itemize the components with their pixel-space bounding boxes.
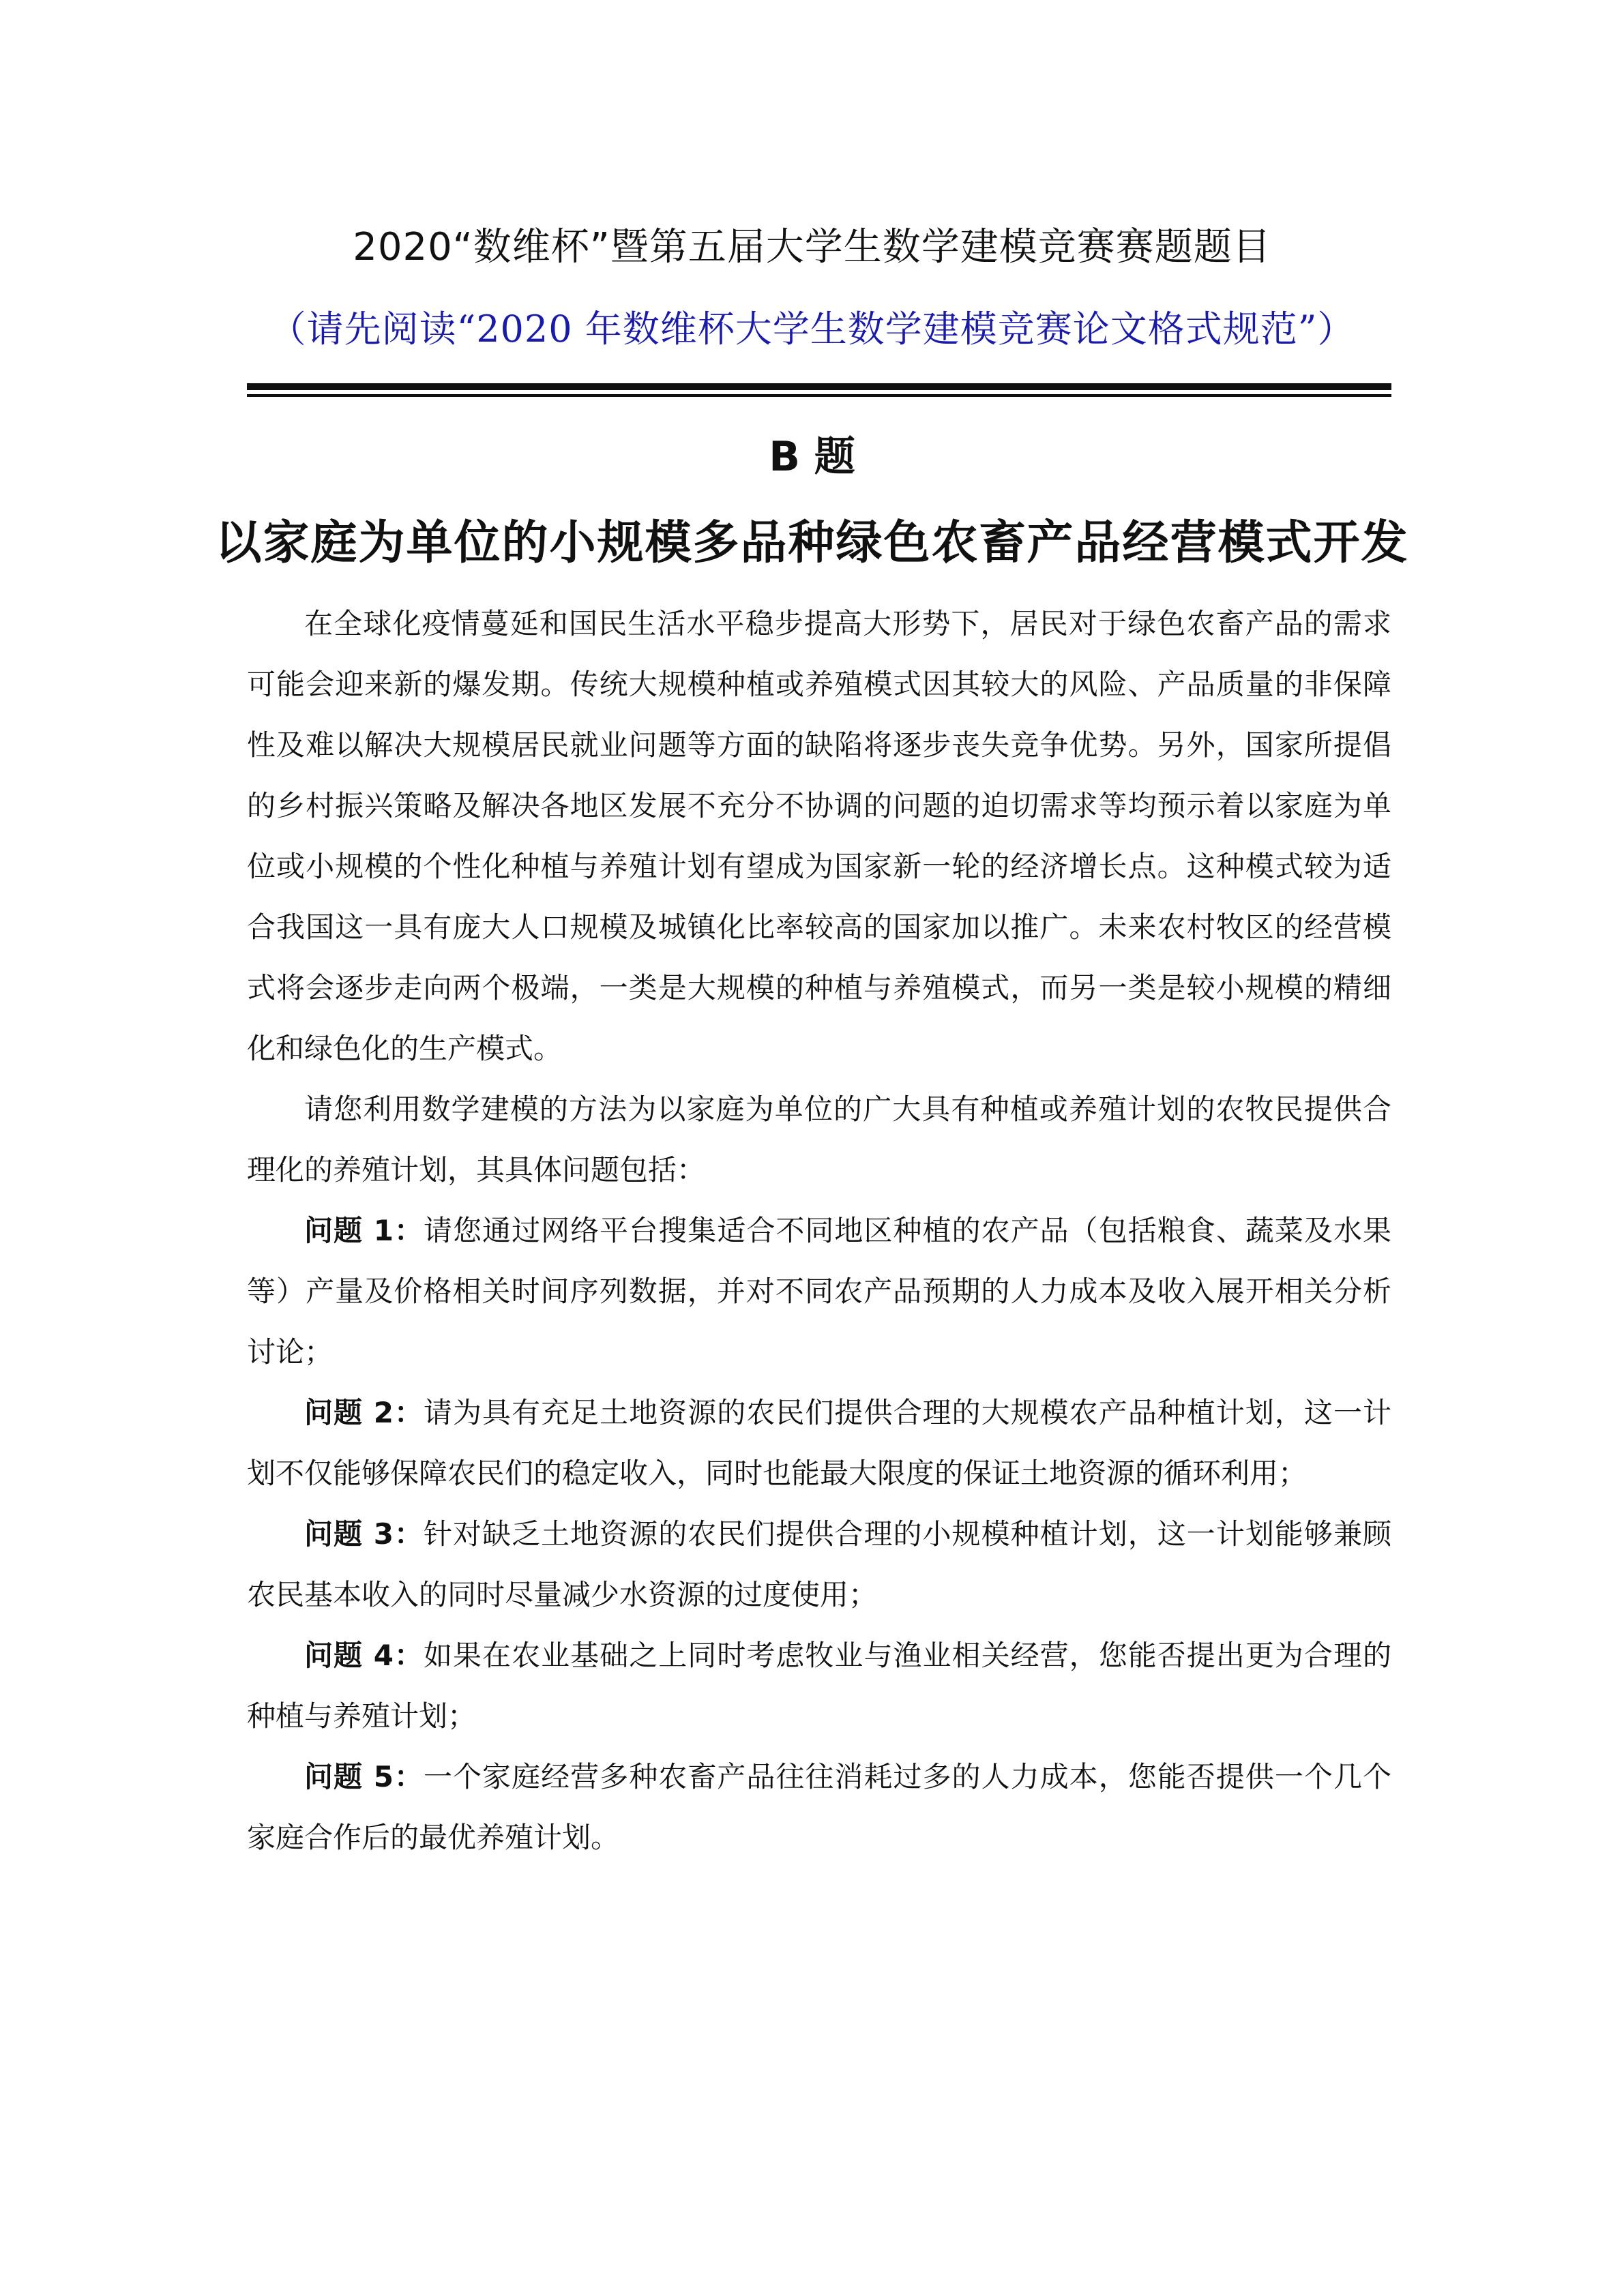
competition-title: 2020“数维杯”暨第五届大学生数学建模竞赛赛题题目: [353, 225, 1271, 269]
header-divider-thick: [247, 383, 1391, 390]
question-item: [247, 1746, 1391, 1868]
question-text: 请您通过网络平台搜集适合不同地区种植的农产品（包括粮食、蔬菜及水果等）产量及价格相关时间序列数据，并对不同农产品预期的人力成本及收入展开相关分析讨论；: [247, 1214, 1391, 1369]
question-label: 问题 4：: [304, 1639, 424, 1672]
question-item: [247, 1382, 1391, 1504]
question-label: 问题 3：: [304, 1517, 424, 1551]
question-label: 问题 1：: [304, 1214, 424, 1247]
question-text: 请为具有充足土地资源的农民们提供合理的大规模农产品种植计划，这一计划不仅能够保障农民们的稳定收入，同时也能最大限度的保证土地资源的循环利用；: [247, 1396, 1391, 1490]
question-item: [247, 1200, 1391, 1382]
problem-body: [247, 593, 1391, 1868]
question-item: [247, 1625, 1391, 1746]
header-divider-thin: [247, 394, 1391, 397]
task-paragraph: 请您利用数学建模的方法为以家庭为单位的广大具有种植或养殖计划的农牧民提供合理化的养殖计划，其具体问题包括：: [247, 1092, 1391, 1187]
question-text: 如果在农业基础之上同时考虑牧业与渔业相关经营，您能否提出更为合理的种植与养殖计划；: [247, 1639, 1391, 1733]
question-text: 一个家庭经营多种农畜产品往往消耗过多的人力成本，您能否提供一个几个家庭合作后的最优养殖计划。: [247, 1760, 1391, 1854]
question-text: 针对缺乏土地资源的农民们提供合理的小规模种植计划，这一计划能够兼顾农民基本收入的同时尽量减少水资源的过度使用；: [247, 1517, 1391, 1611]
format-notice: （请先阅读“2020 年数维杯大学生数学建模竞赛论文格式规范”）: [269, 308, 1355, 351]
question-item: [247, 1504, 1391, 1625]
problem-label: B 题: [769, 433, 855, 481]
intro-paragraph: 在全球化疫情蔓延和国民生活水平稳步提高大形势下，居民对于绿色农畜产品的需求可能会迎来新的爆发期。传统大规模种植或养殖模式因其较大的风险、产品质量的非保障性及难以解决大规模居民就业问题等方面的缺陷将逐步丧失竞争优势。另外，国家所提倡的乡村振兴策略及解决各地区发展不充分不协调的问题的迫切需求等均预示着以家庭为单位或小规模的个性化种植与养殖计划有望成为国家新一轮的经济增长点。这种模式较为适合我国这一具有庞大人口规模及城镇化比率较高的国家加以推广。未来农村牧区的经营模式将会逐步走向两个极端，一类是大规模的种植与养殖模式，而另一类是较小规模的精细化和绿色化的生产模式。: [247, 607, 1391, 1065]
question-label: 问题 5：: [304, 1760, 424, 1793]
problem-title: 以家庭为单位的小规模多品种绿色农畜产品经营模式开发: [215, 516, 1409, 570]
question-label: 问题 2：: [304, 1396, 424, 1429]
